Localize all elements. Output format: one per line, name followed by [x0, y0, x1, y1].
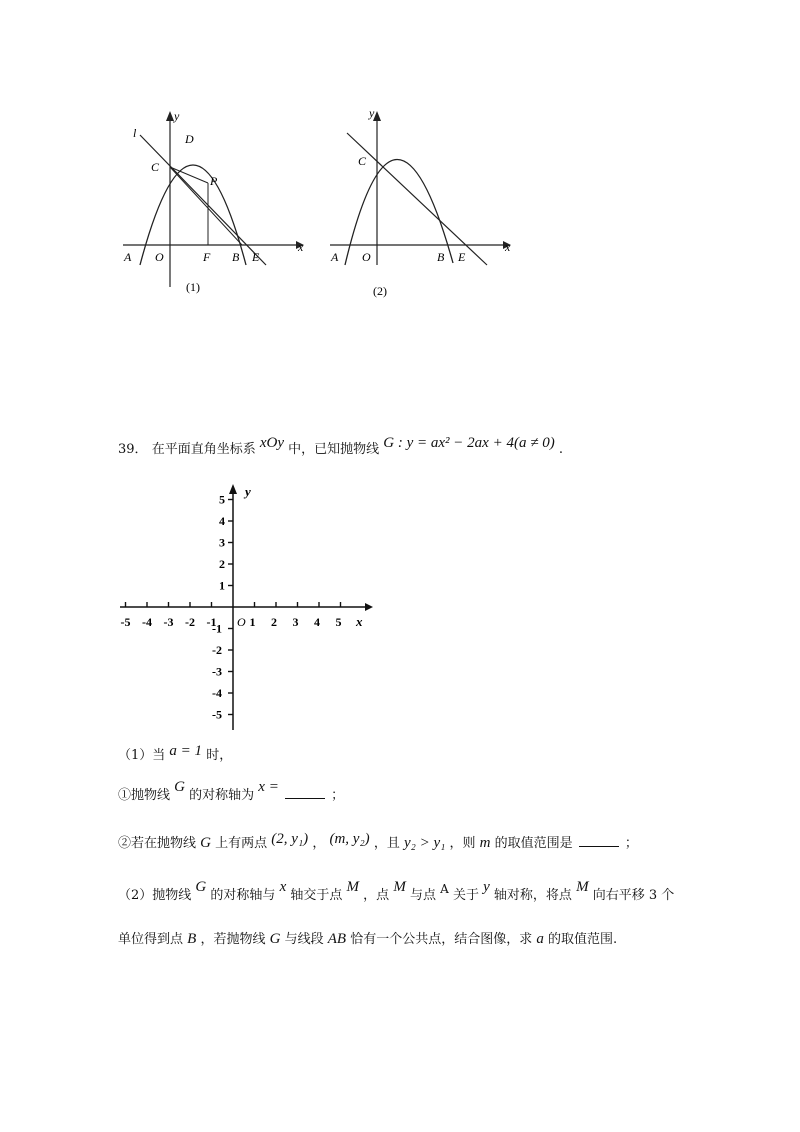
fig2-label-E: E	[458, 250, 466, 264]
part2-B: B	[187, 931, 197, 947]
fig2-label-O: O	[362, 250, 371, 264]
x-tick-label: -3	[163, 615, 174, 629]
fig1-label-E: E	[252, 250, 260, 264]
part2-line2-s3: 与线段	[284, 932, 324, 947]
part2-s8: 向右平移 3 个	[592, 888, 675, 903]
y-tick-label: -3	[212, 664, 222, 679]
part2-M3: M	[576, 879, 589, 895]
q2-parabola-name: G	[200, 835, 211, 851]
y-tick-label: 5	[219, 492, 225, 507]
q2-answer-blank[interactable]	[579, 834, 619, 847]
y-tick-label: 2	[219, 557, 225, 571]
x-tick-label: -2	[185, 615, 195, 629]
part2-a: a	[536, 931, 544, 947]
intro-prefix: 在平面直角坐标系	[151, 442, 256, 457]
fig1-label-B: B	[232, 250, 240, 264]
q1-end: ；	[331, 788, 345, 803]
q1-parabola-name: G	[174, 779, 185, 795]
part2-line2-s5: 的取值范围.	[548, 932, 618, 947]
part1-label: （1）当	[118, 748, 166, 763]
coordinate-grid	[115, 482, 375, 732]
part2-M1: M	[346, 879, 360, 895]
part2-G2: G	[269, 931, 281, 947]
q2-comma: ，	[312, 836, 326, 851]
fig1-label-A: A	[124, 250, 132, 264]
fig1-label-x: x	[298, 240, 304, 254]
fig1-label-C: C	[151, 160, 160, 174]
fig1-label-O: O	[155, 250, 164, 264]
q2-point2: (m, y₂)	[329, 831, 370, 847]
y-tick-label: 1	[219, 578, 225, 593]
part2-line2-s4: 恰有一个公共点，结合图像，求	[350, 932, 533, 947]
part2-s2: 的对称轴与	[210, 888, 276, 903]
fig2-label-y: y	[369, 106, 375, 120]
fig1-label-y: y	[174, 109, 180, 123]
part2-x: x	[279, 879, 287, 895]
fig2-label-x: x	[505, 240, 511, 254]
part2-A: A	[440, 882, 449, 896]
fig1-caption: (1)	[186, 280, 200, 294]
x-axis-label: x	[356, 614, 363, 629]
fig2-label-C: C	[358, 154, 367, 168]
origin-label: O	[237, 615, 246, 629]
y-tick-label: -4	[212, 686, 222, 700]
problem-statement	[118, 435, 563, 459]
q2-and: ，且	[373, 836, 400, 851]
y-axis-label: y	[245, 484, 251, 499]
x-tick-label: 1	[249, 615, 256, 629]
x-tick-label: -4	[142, 615, 152, 629]
part1-label-end: 时，	[206, 748, 233, 763]
y-tick-label: -1	[212, 621, 222, 636]
fig2-label-B: B	[437, 250, 445, 264]
parabola-equation: G : y = ax² − 2ax + 4(a ≠ 0)	[383, 435, 555, 451]
part2-s1: （2）抛物线	[118, 888, 192, 903]
x-tick-label: -5	[120, 615, 131, 629]
x-tick-label: 5	[335, 615, 342, 629]
figure-1	[118, 105, 308, 305]
fig1-label-F: F	[203, 250, 211, 264]
part2-line2-s1: 单位得到点	[118, 932, 184, 947]
y-tick-label: -2	[212, 643, 222, 657]
fig1-label-l: l	[133, 126, 137, 140]
fig1-label-D: D	[185, 132, 194, 146]
x-tick-label: 4	[314, 615, 320, 629]
part2-G: G	[195, 879, 207, 895]
y-tick-label: 4	[219, 514, 225, 528]
part2-M2: M	[393, 879, 406, 895]
q1-answer-blank[interactable]	[285, 786, 325, 799]
q1-mid: 的对称轴为	[189, 788, 255, 803]
coord-system: xOy	[259, 435, 284, 451]
fig1-label-P: P	[210, 174, 218, 188]
part1-question2	[118, 831, 638, 853]
q1-equation: x =	[258, 779, 279, 795]
x-tick-label: 3	[292, 615, 299, 629]
y-tick-label: -5	[212, 707, 222, 722]
q2-mid: 上有两点	[215, 836, 268, 851]
part2-line2-s2: ，若抛物线	[200, 932, 266, 947]
part2-line1	[118, 879, 675, 905]
part2-s7: 轴对称，将点	[493, 888, 572, 903]
q2-semicolon: ；	[624, 836, 638, 851]
problem-number: 39．	[118, 442, 148, 457]
part2-s6: 关于	[452, 888, 479, 903]
y-axis-arrow	[229, 484, 237, 494]
q1-prefix: ①抛物线	[118, 788, 171, 803]
q2-inequality: y₂ > y₁	[403, 835, 446, 851]
part2-s4: ，点	[363, 888, 390, 903]
part2-AB: AB	[327, 931, 347, 947]
q2-variable-m: m	[479, 835, 491, 851]
intro-end: .	[558, 442, 563, 457]
x-tick-label: 2	[271, 615, 277, 629]
part2-y: y	[483, 879, 490, 895]
intro-mid: 中，已知抛物线	[288, 442, 380, 457]
figure-2	[325, 105, 520, 305]
y-tick-label: 3	[219, 535, 225, 550]
part1-heading	[118, 743, 233, 765]
part2-s5: 与点	[409, 888, 436, 903]
fig2-label-A: A	[331, 250, 339, 264]
q2-prefix: ②若在抛物线	[118, 836, 197, 851]
fig2-caption: (2)	[373, 284, 387, 298]
q2-then: ，则	[449, 836, 476, 851]
part2-line2	[118, 930, 617, 949]
x-axis-arrow	[365, 603, 373, 611]
q2-end: 的取值范围是	[494, 836, 573, 851]
part2-s3: 轴交于点	[290, 888, 343, 903]
part1-condition: a = 1	[169, 743, 203, 759]
part1-question1	[118, 779, 345, 805]
x-tick-label: -1	[206, 615, 217, 629]
q2-point1: (2, y₁)	[271, 831, 309, 847]
